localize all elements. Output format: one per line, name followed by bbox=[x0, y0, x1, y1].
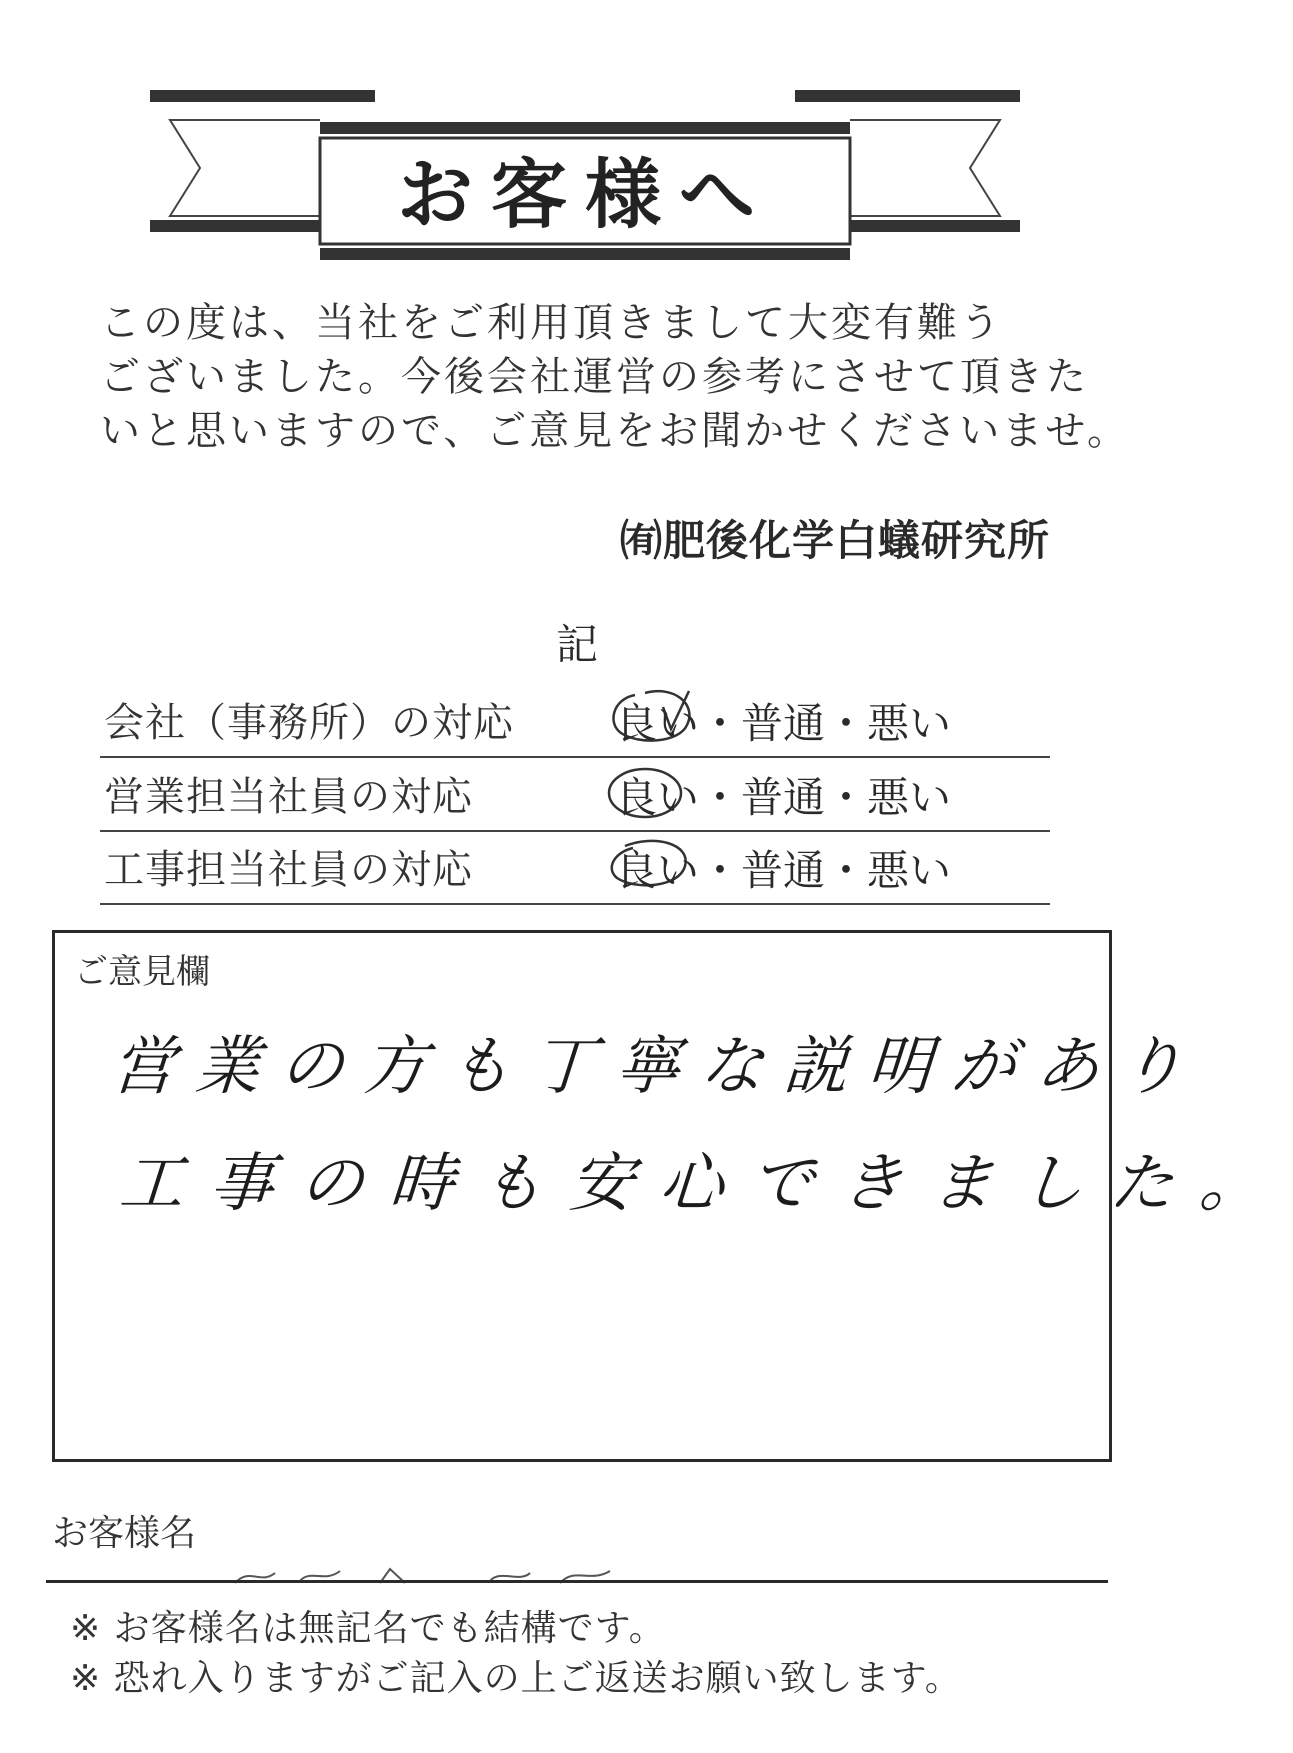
company-name: ㈲肥後化学白蟻研究所 bbox=[619, 516, 1050, 565]
handwritten-comment-line: 営業の方も丁寧な説明があり bbox=[108, 1030, 1207, 1104]
footnote: ※ 恐れ入りますがご記入の上ご返送お願い致します。 bbox=[70, 1658, 962, 1699]
rating-options[interactable]: 良い・普通・悪い bbox=[615, 846, 952, 895]
rating-row-office bbox=[100, 683, 1050, 758]
page-title: お客様へ bbox=[397, 150, 773, 239]
opinion-label: ご意見欄 bbox=[74, 952, 210, 992]
ki-heading: 記 bbox=[556, 620, 599, 669]
customer-name-redacted-scribble bbox=[230, 1565, 700, 1587]
rating-label: 会社（事務所）の対応 bbox=[104, 700, 514, 746]
rating-label: 工事担当社員の対応 bbox=[104, 847, 473, 893]
intro-line: いと思いますので、ご意見をお聞かせくださいませ。 bbox=[100, 408, 1130, 454]
intro-line: この度は、当社をご利用頂きまして大変有難う bbox=[100, 300, 1003, 346]
rating-label: 営業担当社員の対応 bbox=[104, 774, 473, 820]
rating-options[interactable]: 良い・普通・悪い bbox=[615, 699, 952, 748]
customer-name-field[interactable] bbox=[46, 1580, 1108, 1583]
customer-name-label: お客様名 bbox=[52, 1513, 197, 1554]
rating-row-construction bbox=[100, 830, 1050, 905]
intro-paragraph bbox=[100, 296, 1130, 458]
intro-line: ございました。今後会社運営の参考にさせて頂きた bbox=[100, 354, 1089, 400]
rating-row-sales bbox=[100, 757, 1050, 832]
handwritten-comment-line: 工事の時も安心できました。 bbox=[116, 1147, 1293, 1221]
footnote: ※ お客様名は無記名でも結構です。 bbox=[70, 1608, 666, 1649]
rating-options[interactable]: 良い・普通・悪い bbox=[615, 773, 952, 822]
